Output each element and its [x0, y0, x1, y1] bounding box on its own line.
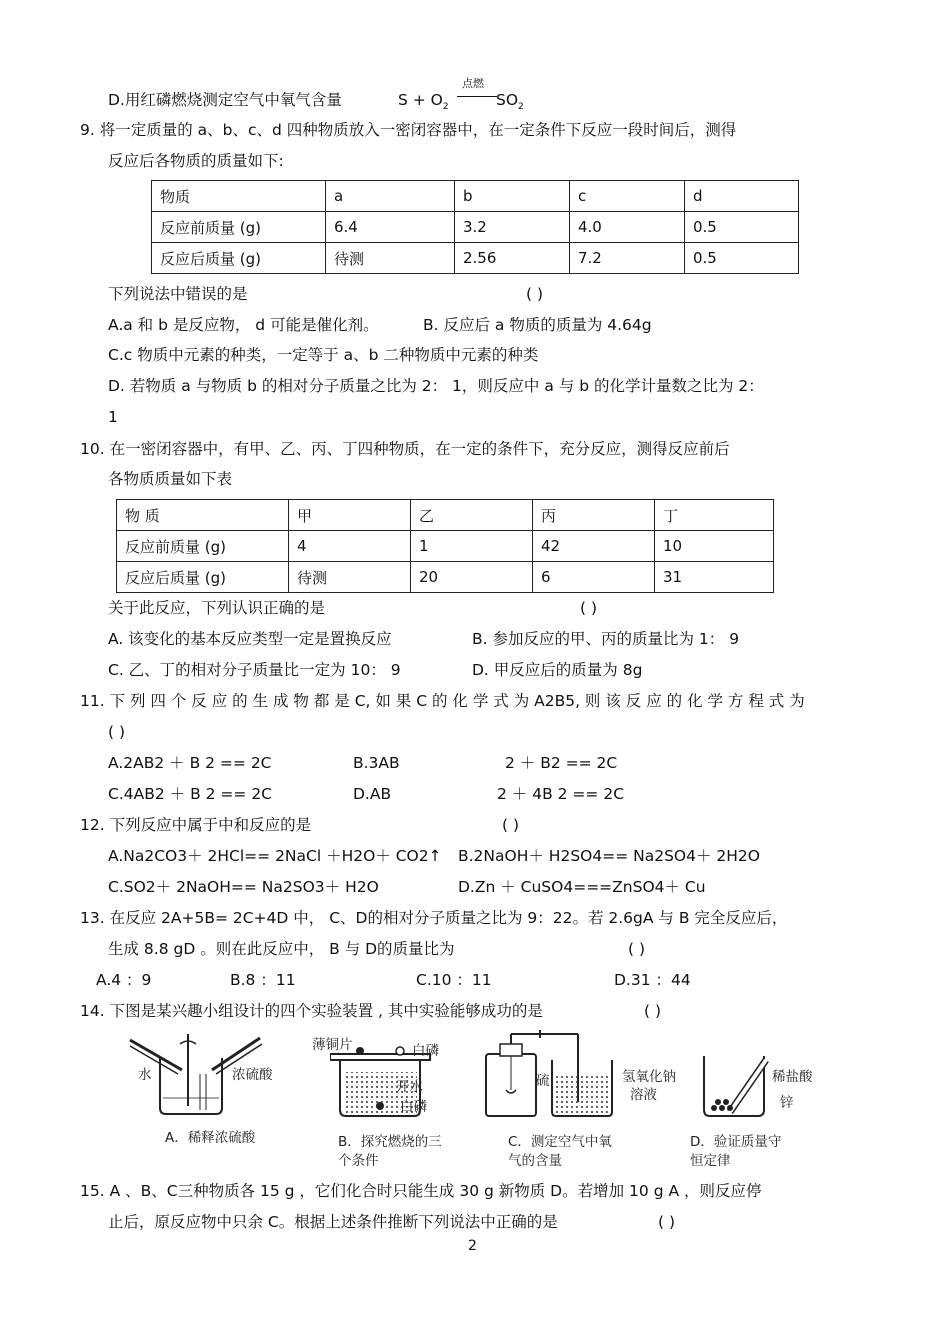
q11-option-d-cont: 2 ＋ 4B 2 == 2C	[497, 785, 625, 803]
table-cell: 反应前质量 (g)	[117, 531, 289, 562]
figure-d-label-zinc: 锌	[780, 1095, 794, 1111]
q10-stem: 10. 在一密闭容器中，有甲、乙、丙、丁四种物质，在一定的条件下，充分反应，测得反应前后	[80, 440, 730, 458]
figure-c-label-naoh-2: 溶液	[630, 1087, 657, 1103]
q13-option-b: B.8 ：11	[230, 971, 296, 989]
figure-b-caption-2: 个条件	[338, 1153, 379, 1169]
q9-answer-bracket: ( )	[526, 285, 544, 303]
q12-answer-bracket: ( )	[502, 816, 520, 834]
q8-reaction-condition: 点燃	[462, 77, 484, 90]
table-cell: 反应后质量 (g)	[117, 562, 289, 593]
q9-option-b: B. 反应后 a 物质的质量为 4.64g	[423, 316, 652, 334]
table-cell: 20	[411, 562, 533, 593]
q10-option-c: C. 乙、丁的相对分子质量比一定为 10： 9	[108, 661, 401, 679]
q9-stem-2: 反应后各物质的质量如下:	[108, 152, 284, 170]
table-cell: 4	[289, 531, 411, 562]
figure-b-caption-1: B．探究燃烧的三	[338, 1134, 442, 1150]
q11-stem: 11. 下 列 四 个 反 应 的 生 成 物 都 是 C, 如 果 C 的 化 学 式 为 A2B5, 则 该 反 应 的 化 学 方 程 式 为	[80, 692, 805, 710]
q11-option-a: A.2AB2 ＋ B 2 == 2C	[108, 754, 272, 772]
table-cell: 1	[411, 531, 533, 562]
table-cell: 0.5	[685, 243, 799, 274]
table-row	[117, 562, 774, 593]
q11-answer-bracket: ( )	[108, 723, 126, 741]
q10-table	[116, 499, 774, 593]
figure-c-apparatus	[480, 1030, 630, 1120]
q10-ask: 关于此反应，下列认识正确的是	[108, 599, 326, 617]
table-cell: 31	[655, 562, 774, 593]
q14-stem: 14. 下图是某兴趣小组设计的四个实验装置 , 其中实验能够成功的是	[80, 1002, 543, 1020]
table-cell: c	[570, 181, 685, 212]
q13-stem: 13. 在反应 2A+5B= 2C+4D 中， C、D的相对分子质量之比为 9：22。若 2.6gA 与 B 完全反应后，	[80, 909, 788, 927]
q8-arrow-line	[457, 96, 497, 97]
table-cell: 6	[533, 562, 655, 593]
q10-stem-2: 各物质质量如下表	[108, 470, 233, 488]
q13-option-d: D.31 ：44	[614, 971, 691, 989]
table-cell: 4.0	[570, 212, 685, 243]
table-cell: 10	[655, 531, 774, 562]
figure-d-caption-1: D．验证质量守	[690, 1134, 782, 1150]
q9-option-c: C.c 物质中元素的种类，一定等于 a、b 二种物质中元素的种类	[108, 346, 539, 364]
figure-b-label-white-phosphorus-2: 白磷	[400, 1099, 427, 1115]
table-cell: 2.56	[455, 243, 570, 274]
table-row	[152, 181, 799, 212]
figure-a-caption: A．稀释浓硫酸	[165, 1130, 256, 1146]
q10-option-b: B. 参加反应的甲、丙的质量比为 1： 9	[472, 630, 740, 648]
figure-d-apparatus	[700, 1050, 780, 1120]
figure-d-label-hcl: 稀盐酸	[772, 1069, 813, 1085]
table-cell: b	[455, 181, 570, 212]
q9-option-a: A.a 和 b 是反应物， d 可能是催化剂。	[108, 316, 379, 334]
q9-ask: 下列说法中错误的是	[108, 285, 248, 303]
q13-answer-bracket: ( )	[628, 940, 646, 958]
figure-c-caption-2: 气的含量	[508, 1153, 562, 1169]
q15-answer-bracket: ( )	[658, 1213, 676, 1231]
q12-stem: 12. 下列反应中属于中和反应的是	[80, 816, 312, 834]
q14-answer-bracket: ( )	[644, 1002, 662, 1020]
q10-answer-bracket: ( )	[580, 599, 598, 617]
figure-c-label-sulfur: 硫	[536, 1073, 550, 1089]
q9-option-d-cont: 1	[108, 408, 118, 426]
table-cell: 甲	[289, 500, 411, 531]
figure-c-caption-1: C．测定空气中氧	[508, 1134, 612, 1150]
q12-option-c: C.SO2＋ 2NaOH== Na2SO3＋ H2O	[108, 878, 379, 896]
q8-equation: $S + O_2$	[398, 91, 449, 113]
table-cell: d	[685, 181, 799, 212]
table-cell: 乙	[411, 500, 533, 531]
figure-b-label-white-phosphorus-1: 白磷	[412, 1043, 439, 1059]
q11-option-b: B.3AB	[353, 754, 400, 772]
q10-option-d: D. 甲反应后的质量为 8g	[472, 661, 643, 679]
q11-option-d: D.AB	[353, 785, 392, 803]
table-row	[152, 212, 799, 243]
table-cell: 反应前质量 (g)	[152, 212, 326, 243]
q12-option-a: A.Na2CO3＋ 2HCl== 2NaCl ＋H2O＋ CO2↑	[108, 847, 442, 865]
figure-a-label-acid: 浓硫酸	[232, 1067, 273, 1083]
q11-option-c: C.4AB2 ＋ B 2 == 2C	[108, 785, 272, 803]
q12-option-b: B.2NaOH＋ H2SO4== Na2SO4＋ 2H2O	[458, 847, 760, 865]
q15-stem-2: 止后，原反应物中只余 C。根据上述条件推断下列说法中正确的是	[108, 1213, 558, 1231]
table-cell: 6.4	[326, 212, 455, 243]
table-row	[117, 500, 774, 531]
figure-b-label-copper: 薄铜片	[312, 1037, 353, 1053]
table-cell: 丙	[533, 500, 655, 531]
q12-option-d: D.Zn ＋ CuSO4===ZnSO4＋ Cu	[458, 878, 706, 896]
table-cell: 3.2	[455, 212, 570, 243]
q13-option-c: C.10 ：11	[416, 971, 492, 989]
figure-c-label-naoh-1: 氢氧化钠	[622, 1069, 676, 1085]
q9-table	[151, 180, 799, 274]
table-cell: 物 质	[117, 500, 289, 531]
table-cell: 7.2	[570, 243, 685, 274]
table-cell: 42	[533, 531, 655, 562]
figure-a-label-water: 水	[138, 1067, 152, 1083]
q13-stem-2: 生成 8.8 gD 。则在此反应中， B 与 D的质量比为	[108, 940, 455, 958]
table-cell: 反应后质量 (g)	[152, 243, 326, 274]
table-cell: 待测	[326, 243, 455, 274]
q13-option-a: A.4 ：9	[96, 971, 152, 989]
table-cell: 丁	[655, 500, 774, 531]
q9-option-d: D. 若物质 a 与物质 b 的相对分子质量之比为 2： 1，则反应中 a 与 b 的化学计量数之比为 2：	[108, 377, 764, 395]
table-cell: a	[326, 181, 455, 212]
q8-product: $SO_2$	[496, 91, 524, 113]
figure-b-label-hot-water: 开水	[396, 1079, 423, 1095]
q9-stem: 9. 将一定质量的 a、b、c、d 四种物质放入一密闭容器中，在一定条件下反应一段时间后，测得	[80, 121, 737, 139]
table-row	[152, 243, 799, 274]
page-number: 2	[468, 1238, 477, 1254]
table-cell: 物质	[152, 181, 326, 212]
table-cell: 0.5	[685, 212, 799, 243]
q10-option-a: A. 该变化的基本反应类型一定是置换反应	[108, 630, 392, 648]
table-cell: 待测	[289, 562, 411, 593]
figure-d-caption-2: 恒定律	[690, 1153, 731, 1169]
q11-option-b-cont: 2 ＋ B2 == 2C	[505, 754, 618, 772]
table-row	[117, 531, 774, 562]
q8-option-d: D.用红磷燃烧测定空气中氧气含量	[108, 91, 342, 109]
q15-stem: 15. A 、B、C三种物质各 15 g ，它们化合时只能生成 30 g 新物质 D。若增加 10 g A ，则反应停	[80, 1182, 762, 1200]
